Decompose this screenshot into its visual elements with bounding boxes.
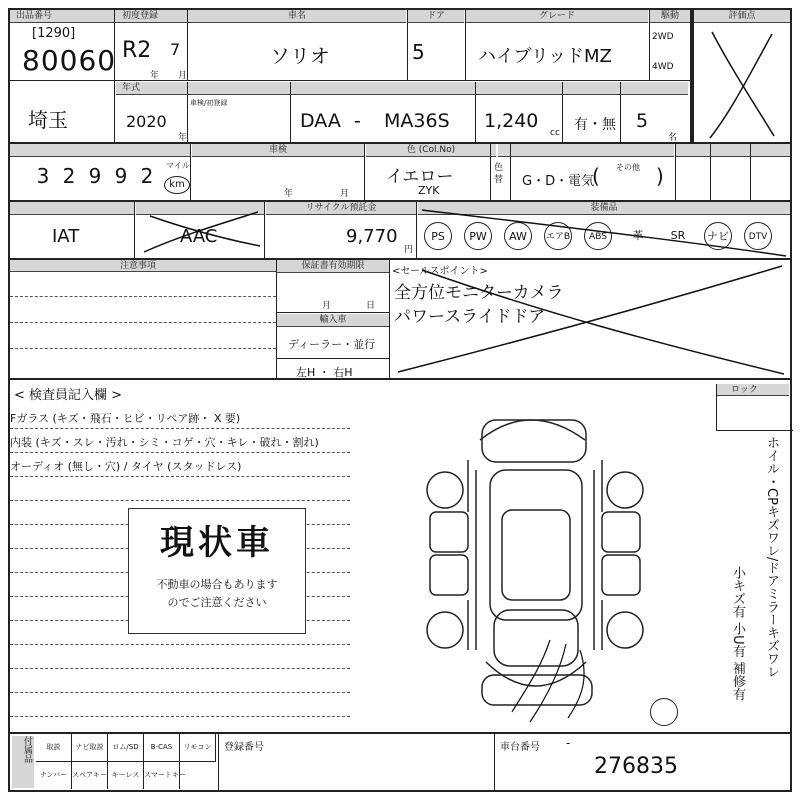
equipment-item: AW — [504, 222, 532, 250]
equipment-item: 革 — [632, 229, 644, 242]
inspection-block — [8, 378, 792, 734]
side-note-2: 小キズ有 小U有 補修有 — [730, 566, 745, 701]
chassis-dash: - — [566, 736, 571, 750]
mileage-digit: 9 — [88, 164, 102, 188]
accessory-item: スペアキー — [72, 762, 108, 789]
inspection-line-2: 内装 (キズ・スレ・汚れ・シミ・コゲ・穴・キレ・破れ・割れ) — [10, 436, 319, 449]
displacement: 1,240 — [484, 110, 539, 132]
model-year: 2020 — [126, 112, 167, 131]
car-diagram — [420, 400, 650, 730]
fuel-label — [498, 144, 674, 157]
mileage-digit: 2 — [62, 164, 76, 188]
car-name: ソリオ — [270, 44, 330, 68]
turbo: 有・無 — [574, 117, 616, 133]
color-change: 色替 — [494, 163, 504, 185]
accessory-item: ナビ取説 — [72, 734, 108, 762]
transmission: IAT — [52, 226, 80, 247]
color: イエロー — [386, 167, 454, 187]
accessory-item: ロム/SD — [108, 734, 144, 762]
recycle-label: リサイクル預託金 — [266, 202, 416, 215]
lot-number: 80060 — [22, 44, 117, 77]
accessory-item: ナンバー — [36, 762, 72, 789]
mileage-digit: 9 — [114, 164, 128, 188]
seats: 5 — [636, 110, 649, 132]
cc-unit: cc — [550, 128, 560, 138]
dealer: ディーラー・並行 — [288, 338, 376, 351]
wheel-circle-icon — [650, 698, 678, 726]
accessory-item: 取説 — [36, 734, 72, 762]
lot-prefix: [1290] — [32, 26, 76, 41]
month-suffix: 月 — [178, 71, 188, 81]
ac: AAC — [180, 226, 218, 247]
car-name-label: 車名 — [188, 10, 406, 23]
mileage-digits — [30, 164, 160, 188]
drive-label: 駆動 — [650, 10, 690, 23]
mileage-digit: 3 — [36, 164, 50, 188]
door-label: ドア — [408, 10, 464, 23]
accessory-item: リモコン — [180, 734, 216, 762]
equipment-item: PW — [464, 222, 492, 250]
inspection-line-3: オーディオ (無し・穴) / タイヤ (スタッドレス) — [10, 460, 242, 473]
inspection-line-1: Fガラス (キズ・飛石・ヒビ・リペア跡・ X 要) — [10, 412, 241, 425]
trans-label — [10, 202, 134, 215]
fuel-other: その他 — [616, 163, 640, 172]
sales-point-1: 全方位モニターカメラ — [394, 283, 564, 303]
warranty-day: 日 — [366, 301, 376, 311]
inspection-title: < 検査員記入欄 > — [14, 388, 123, 403]
inspection-month: 月 — [340, 189, 350, 199]
bottom-side-label: 付属品 — [12, 736, 34, 788]
mileage-label — [10, 144, 190, 157]
extra-label — [676, 144, 790, 157]
equip-label: 装備品 — [418, 202, 790, 215]
era-year: R2 — [122, 38, 152, 63]
type-label — [188, 82, 688, 95]
year-label: 初度登録 — [116, 10, 192, 23]
model-year-note: 年 — [178, 133, 188, 143]
warranty-label: 保証書有効期限 — [277, 260, 389, 273]
equipment-item: ナビ — [704, 222, 732, 250]
mileage-unit-mile: マイル — [166, 161, 190, 170]
seats-unit: 名 — [668, 133, 678, 143]
year-suffix: 年 — [150, 71, 160, 81]
chassis-label: 車台番号 — [500, 742, 540, 753]
first-reg-note: 車検/初登録 — [190, 99, 228, 107]
color-code: ZYK — [418, 184, 440, 197]
equip-strike — [418, 204, 790, 258]
mileage-digit: 2 — [140, 164, 154, 188]
mileage-unit-km: km — [164, 176, 190, 194]
sales-label: <セールスポイント> — [392, 266, 488, 277]
warranty-month: 月 — [322, 301, 332, 311]
stamp-text-2: のでご注意ください — [167, 596, 267, 609]
drive-2wd: 2WD — [652, 32, 674, 42]
recycle-fee: 9,770 — [346, 226, 398, 247]
chassis-number: 276835 — [594, 754, 678, 779]
doors: 5 — [412, 40, 425, 64]
accessory-item: スマートキー — [144, 762, 180, 789]
type-prefix: DAA — [300, 110, 341, 132]
eval-cross — [692, 20, 792, 144]
reg-no-label: 登録番号 — [224, 742, 264, 753]
status-stamp — [128, 508, 306, 634]
equipment-item: ABS — [584, 222, 612, 250]
sales-point-2: パワースライドドア — [394, 307, 546, 327]
fuel-paren-close: ) — [656, 164, 664, 188]
sales-strike — [392, 262, 790, 378]
equipment-item: DTV — [744, 222, 772, 250]
type-dash: - — [354, 110, 361, 132]
reg-month: 7 — [170, 40, 181, 59]
model-code: MA36S — [384, 110, 450, 132]
side-note-1: ホイル・CPキズワレ/ドアミラーキズワレ — [764, 436, 779, 679]
color-label: 色 (Col.No) — [366, 144, 496, 157]
accessory-item: B-CAS — [144, 734, 180, 762]
fuel: G・D・電気 — [522, 174, 595, 189]
stamp-text-1: 不動車の場合もあります — [156, 578, 278, 591]
steering: 左H ・ 右H — [296, 366, 353, 379]
inspection-label: 車検 — [192, 144, 364, 157]
rock-label: ロック — [717, 384, 789, 396]
recycle-unit: 円 — [404, 245, 414, 255]
import-label: 輸入車 — [277, 314, 389, 327]
equipment-item: PS — [424, 222, 452, 250]
stamp-title: 現状車 — [160, 523, 274, 563]
accessory-item: キーレス — [108, 762, 144, 789]
lot-label: 出品番号 — [10, 10, 116, 23]
equipment-item: エアB — [544, 222, 572, 250]
region: 埼玉 — [28, 108, 68, 132]
caution-label: 注意事項 — [10, 260, 276, 272]
grade: ハイブリッドMZ — [478, 46, 612, 67]
ac-strike — [140, 206, 264, 256]
fuel-paren-open: ( — [592, 164, 600, 188]
grade-label: グレード — [466, 10, 648, 23]
equipment-item: SR — [670, 229, 686, 242]
drive-4wd: 4WD — [652, 62, 674, 72]
eval-label: 評価点 — [694, 10, 790, 23]
inspection-year: 年 — [284, 189, 294, 199]
model-year-label: 年式 — [116, 82, 192, 95]
